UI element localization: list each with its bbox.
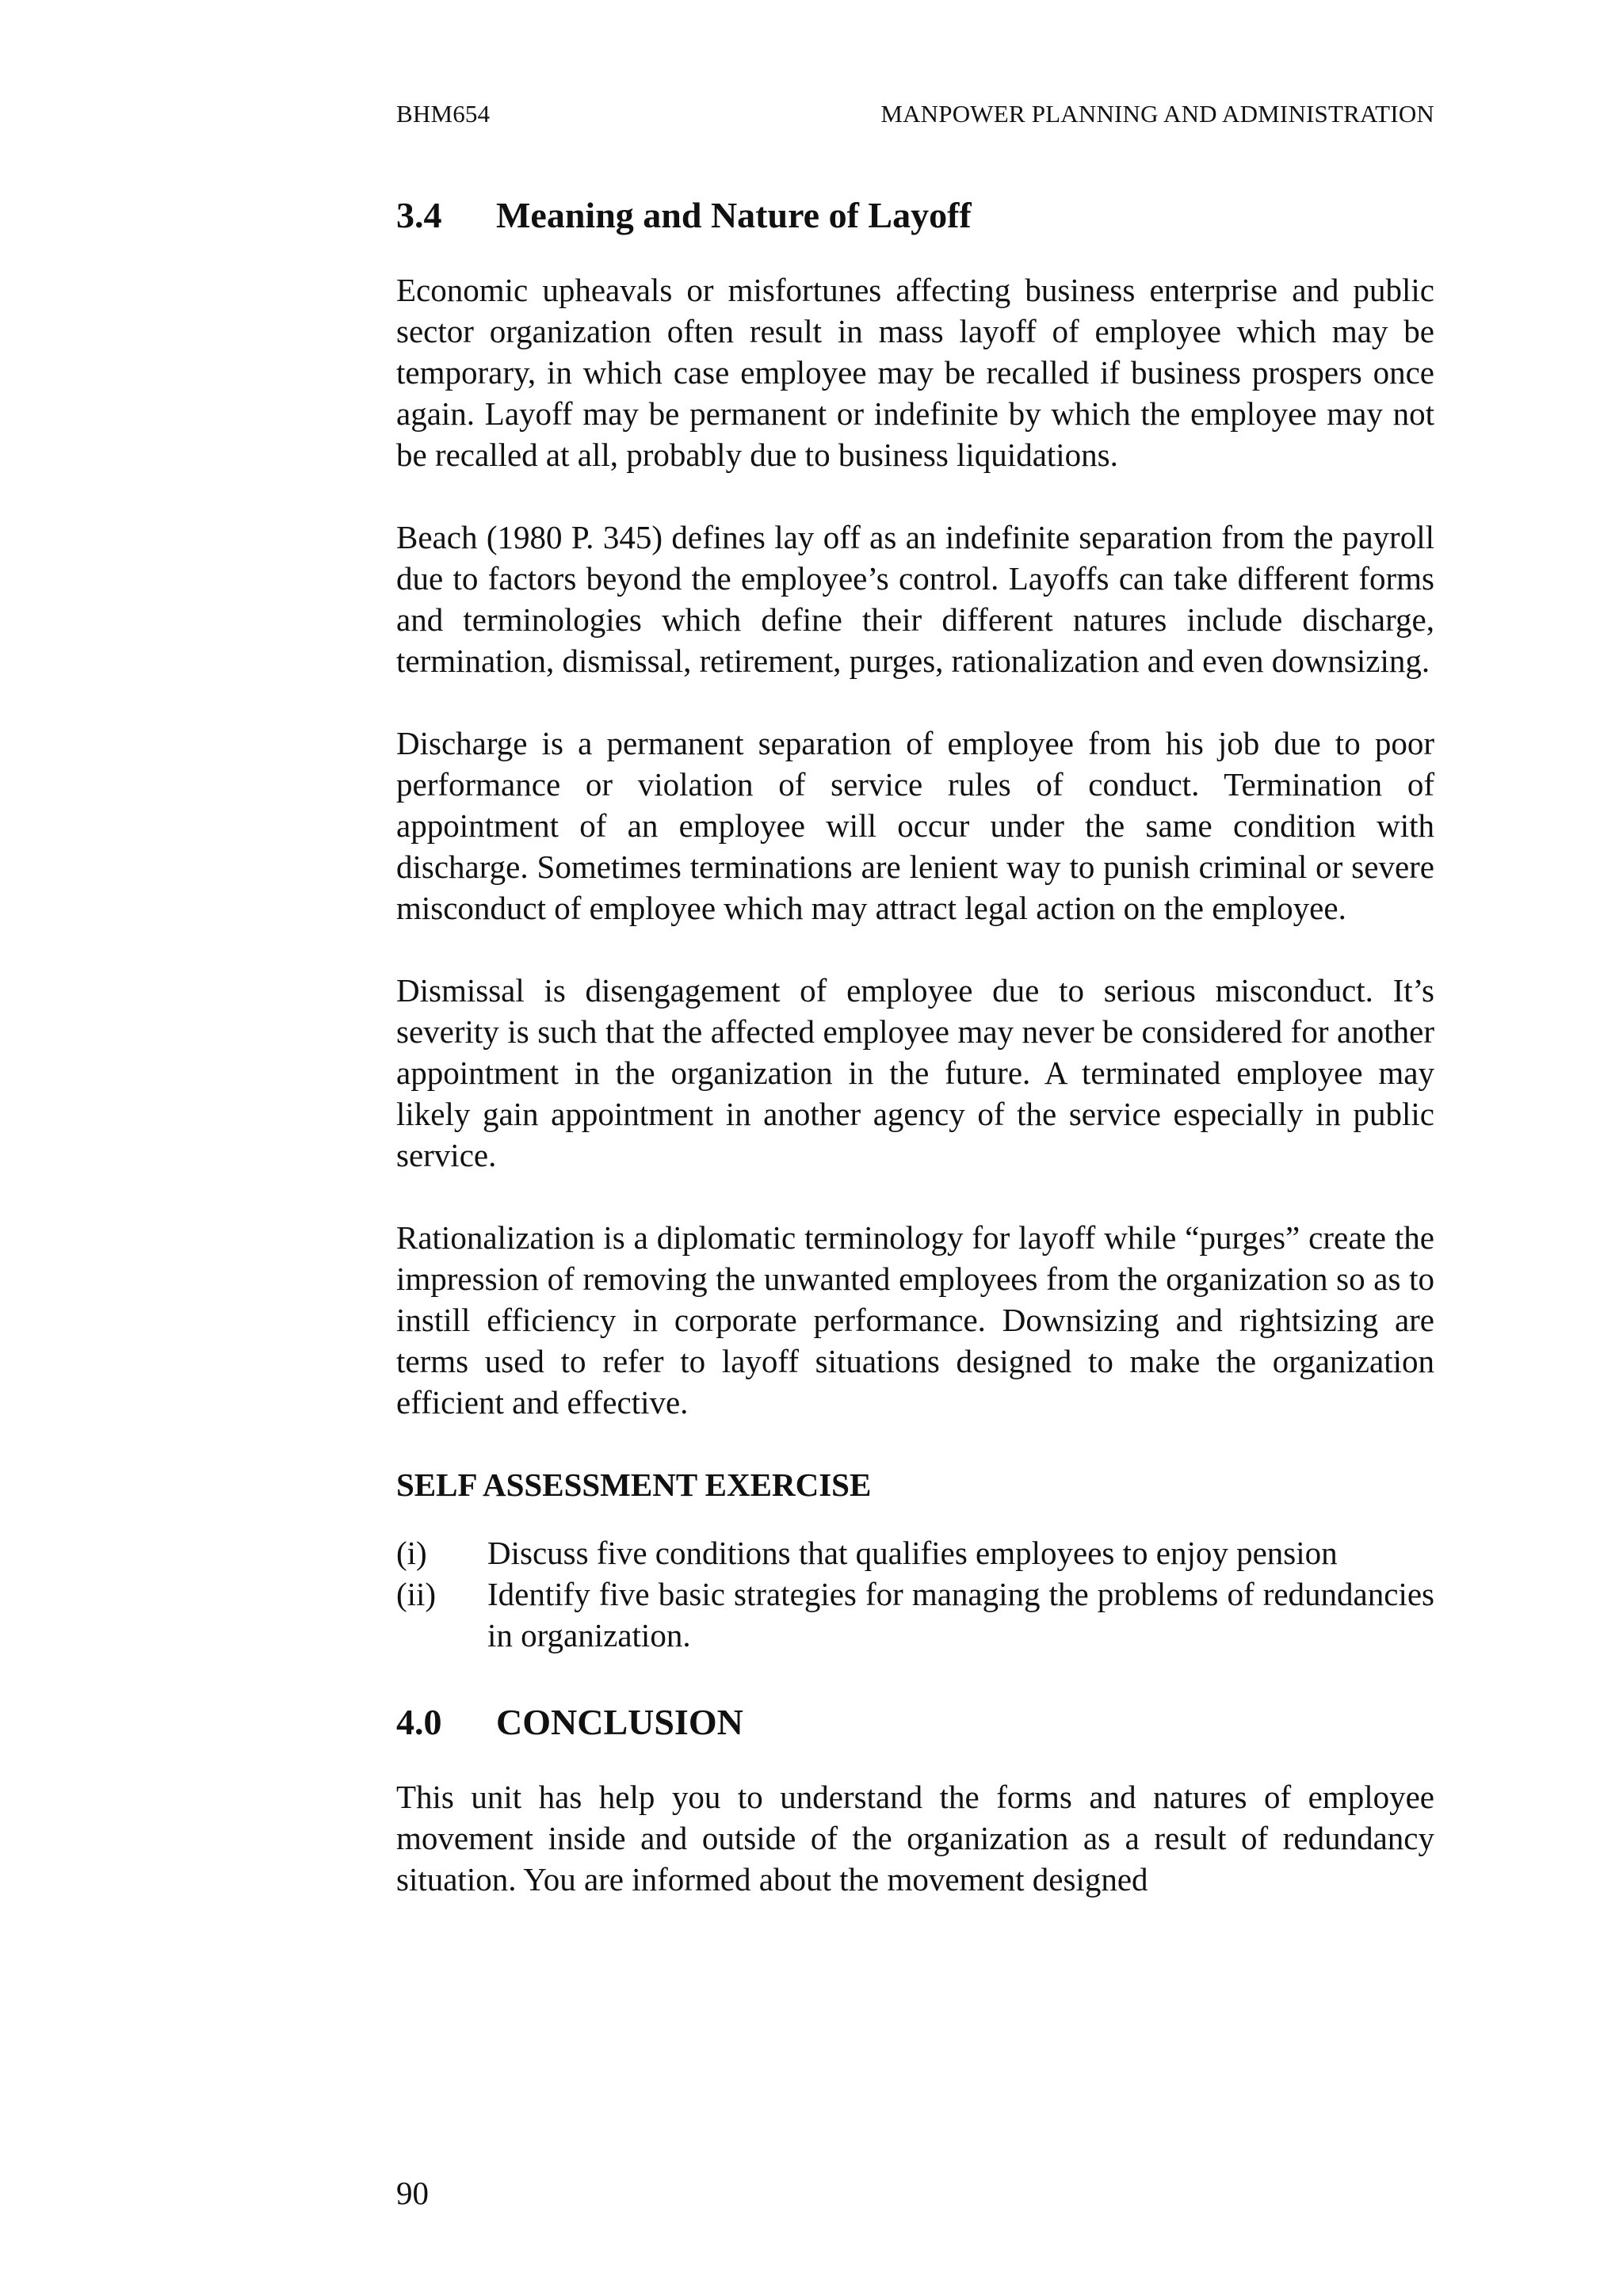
list-marker: (ii) [396,1576,437,1612]
paragraph-dismissal: Dismissal is disengagement of employee due to serious misconduct. It’s severity is such that the affected employee may never be considered for another appointment in the organization in the future. A terminated employee may likely gain appointment in another agency of the service especially in public service. [396,972,1434,1173]
section-heading-4-0 [396,1697,1434,1748]
running-header [396,98,1434,130]
paragraph-beach-definition: Beach (1980 P. 345) defines lay off as an indefinite separation from the payroll due to factors beyond the employee’s control. Layoffs can take different forms and terminologies which define their different natures include discharge, termination, dismissal, retirement, purges, rationalization and even downsizing. [396,519,1434,679]
list-item [396,1532,1434,1573]
list-item-text: Discuss five conditions that qualifies employees to enjoy pension [487,1535,1338,1571]
page-content [396,190,1434,1941]
section-heading-3-4 [396,190,1434,241]
section-number: 3.4 [396,195,442,235]
paragraph-economic-upheavals: Economic upheavals or misfortunes affecting business enterprise and public sector organization often result in mass layoff of employee which may be temporary, in which case employee may be recalled if business prospers once again. Layoff may be permanent or indefinite by which the employee may not be recalled at all, probably due to business liquidations. [396,272,1434,473]
list-item-text: Identify five basic strategies for managing the problems of redundancies in organization. [487,1576,1434,1653]
list-marker: (i) [396,1535,427,1571]
course-title: MANPOWER PLANNING AND ADMINISTRATION [880,100,1434,128]
paragraph-rationalization: Rationalization is a diplomatic terminology for layoff while “purges” create the impression of removing the unwanted employees from the organization so as to instill efficiency in corporate performance. Downsizing and rightsizing are terms used to refer to layoff situations designed to make the organization efficient and effective. [396,1219,1434,1421]
list-item [396,1573,1434,1656]
self-assessment-heading: SELF ASSESSMENT EXERCISE [396,1466,872,1503]
section-number: 4.0 [396,1702,442,1742]
paragraph-conclusion: This unit has help you to understand the forms and natures of employee movement inside and outside of the organization as a result of redundancy situation. You are informed about the movement designed [396,1779,1434,1897]
section-title: Meaning and Nature of Layoff [496,195,972,235]
section-title: CONCLUSION [496,1702,743,1742]
exercise-list [396,1532,1434,1656]
course-code: BHM654 [396,100,491,128]
page-number: 90 [396,2175,429,2211]
paragraph-discharge: Discharge is a permanent separation of employee from his job due to poor performance or violation of service rules of conduct. Termination of appointment of an employee will occur under the same condition with discharge. Sometimes terminations are lenient way to punish criminal or severe misconduct of employee which may attract legal action on the employee. [396,725,1434,926]
